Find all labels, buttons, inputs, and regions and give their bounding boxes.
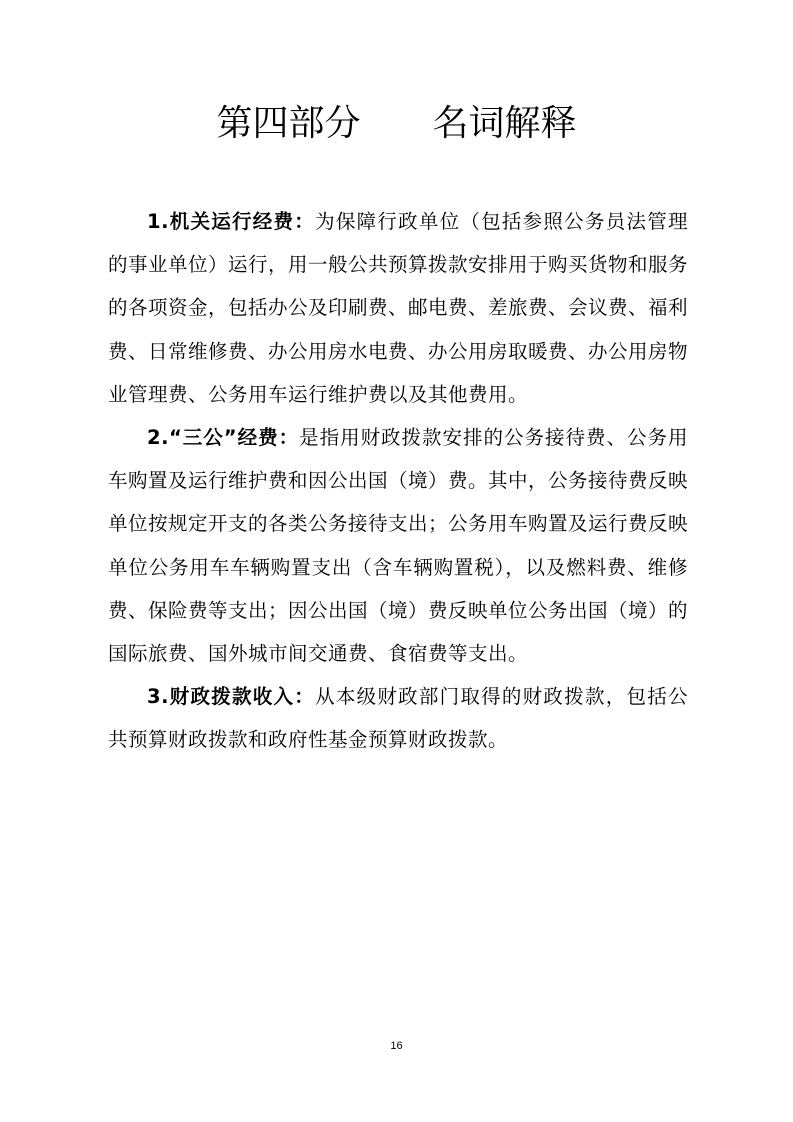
page-title	[0, 100, 793, 148]
glossary-entry-1	[108, 200, 688, 416]
title-name: 名词解释	[432, 103, 577, 144]
glossary-definition: 为保障行政单位（包括参照公务员法管理的事业单位）运行，用一般公共预算拨款安排用于购买货物和服务的各项资金，包括办公及印刷费、邮电费、差旅费、会议费、福利费、日常维修费、办公用房水电费、办公用房取暖费、办公用房物业管理费、公务用车运行维护费以及其他费用。	[108, 210, 689, 406]
glossary-entry-2	[108, 416, 688, 675]
glossary-content	[108, 200, 688, 762]
glossary-term: 2.“三公”经费：	[147, 426, 300, 450]
glossary-definition: 从本级财政部门取得的财政拨款，包括公共预算财政拨款和政府性基金预算财政拨款。	[108, 685, 688, 752]
page-number: 16	[390, 1040, 403, 1052]
glossary-entry-3	[108, 675, 688, 761]
glossary-definition: 是指用财政拨款安排的公务接待费、公务用车购置及运行维护费和因公出国（境）费。其中，公务接待费反映单位按规定开支的各类公务接待支出；公务用车购置及运行费反映单位公务用车车辆购置支出（含车辆购置税），以及燃料费、维修费、保险费等支出；因公出国（境）费反映单位公务出国（境）的国际旅费、国外城市间交通费、食宿费等支出。	[108, 426, 689, 666]
glossary-term: 3.财政拨款收入：	[147, 685, 316, 709]
title-part: 第四部分	[216, 103, 361, 144]
glossary-term: 1.机关运行经费：	[147, 210, 316, 233]
